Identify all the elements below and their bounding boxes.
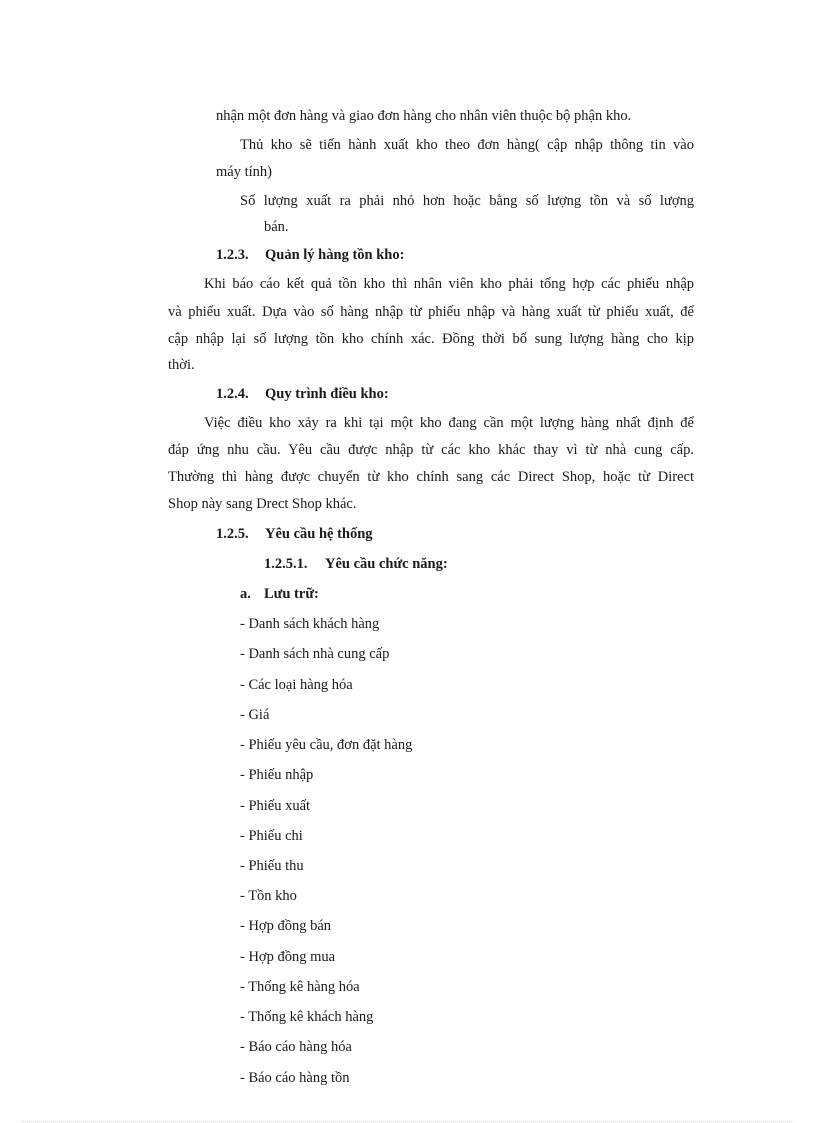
list-item: - Phiếu xuất — [240, 798, 311, 814]
section-1-2-5-heading: Yêu cầu hệ thống — [265, 526, 373, 542]
list-item: - Các loại hàng hóa — [240, 677, 353, 693]
section-1-2-4-para-line-1: Việc điều kho xảy ra khi tại một kho đang cần một lượng hàng nhất định để — [204, 415, 694, 431]
section-1-2-4-para-line-2: đáp ứng nhu cầu. Yêu cầu được nhập từ các kho khác thay vì từ nhà cung cấp. — [168, 442, 694, 458]
list-item: - Danh sách khách hàng — [240, 616, 380, 632]
section-1-2-4-para-line-3: Thường thì hàng được chuyển từ kho chính sang các Direct Shop, hoặc từ Direct — [168, 469, 694, 485]
section-1-2-4-para-line-4: Shop này sang Drect Shop khác. — [168, 496, 357, 512]
list-item: - Thống kê khách hàng — [240, 1009, 374, 1025]
list-item: - Giá — [240, 707, 270, 723]
list-item: - Hợp đồng mua — [240, 949, 336, 965]
intro-line-5: bán. — [264, 219, 289, 235]
section-1-2-3-para-line-4: thời. — [168, 357, 195, 373]
list-item: - Báo cáo hàng hóa — [240, 1039, 352, 1055]
section-1-2-5-number: 1.2.5. — [216, 526, 249, 542]
intro-line-4: Số lượng xuất ra phải nhỏ hơn hoặc bằng số lượng tồn và số lượng — [240, 193, 694, 209]
section-1-2-3-para-line-1: Khi báo cáo kết quả tồn kho thì nhân viên kho phải tổng hợp các phiếu nhập — [204, 276, 694, 292]
list-item: - Hợp đồng bán — [240, 918, 332, 934]
list-item: - Phiếu yêu cầu, đơn đặt hàng — [240, 737, 413, 753]
section-1-2-4-number: 1.2.4. — [216, 386, 249, 402]
list-item: - Danh sách nhà cung cấp — [240, 646, 390, 662]
section-1-2-3-number: 1.2.3. — [216, 247, 249, 263]
list-item: - Thống kê hàng hóa — [240, 979, 360, 995]
intro-line-2: Thủ kho sẽ tiến hành xuất kho theo đơn hàng( cập nhập thông tin vào — [240, 137, 694, 153]
page-bottom-rule — [22, 1121, 794, 1122]
list-item: - Phiếu nhập — [240, 767, 314, 783]
section-1-2-5-1-number: 1.2.5.1. — [264, 556, 308, 572]
storage-marker: a. — [240, 586, 251, 602]
section-1-2-3-heading: Quản lý hàng tồn kho: — [265, 247, 405, 263]
intro-line-1: nhận một đơn hàng và giao đơn hàng cho nhân viên thuộc bộ phận kho. — [216, 108, 632, 124]
storage-heading: Lưu trữ: — [264, 586, 319, 602]
list-item: - Báo cáo hàng tồn — [240, 1070, 350, 1086]
list-item: - Phiếu thu — [240, 858, 304, 874]
section-1-2-3-para-line-3: cập nhập lại số lượng tồn kho chính xác. Đồng thời bổ sung lượng hàng cho kịp — [168, 331, 694, 347]
list-item: - Phiếu chi — [240, 828, 303, 844]
intro-line-3: máy tính) — [216, 164, 272, 180]
section-1-2-4-heading: Quy trình điều kho: — [265, 386, 389, 402]
section-1-2-3-para-line-2: và phiếu xuất. Dựa vào số hàng nhập từ phiếu nhập và hàng xuất từ phiếu xuất, để — [168, 304, 694, 320]
list-item: - Tồn kho — [240, 888, 297, 904]
section-1-2-5-1-heading: Yêu cầu chức năng: — [325, 556, 448, 572]
